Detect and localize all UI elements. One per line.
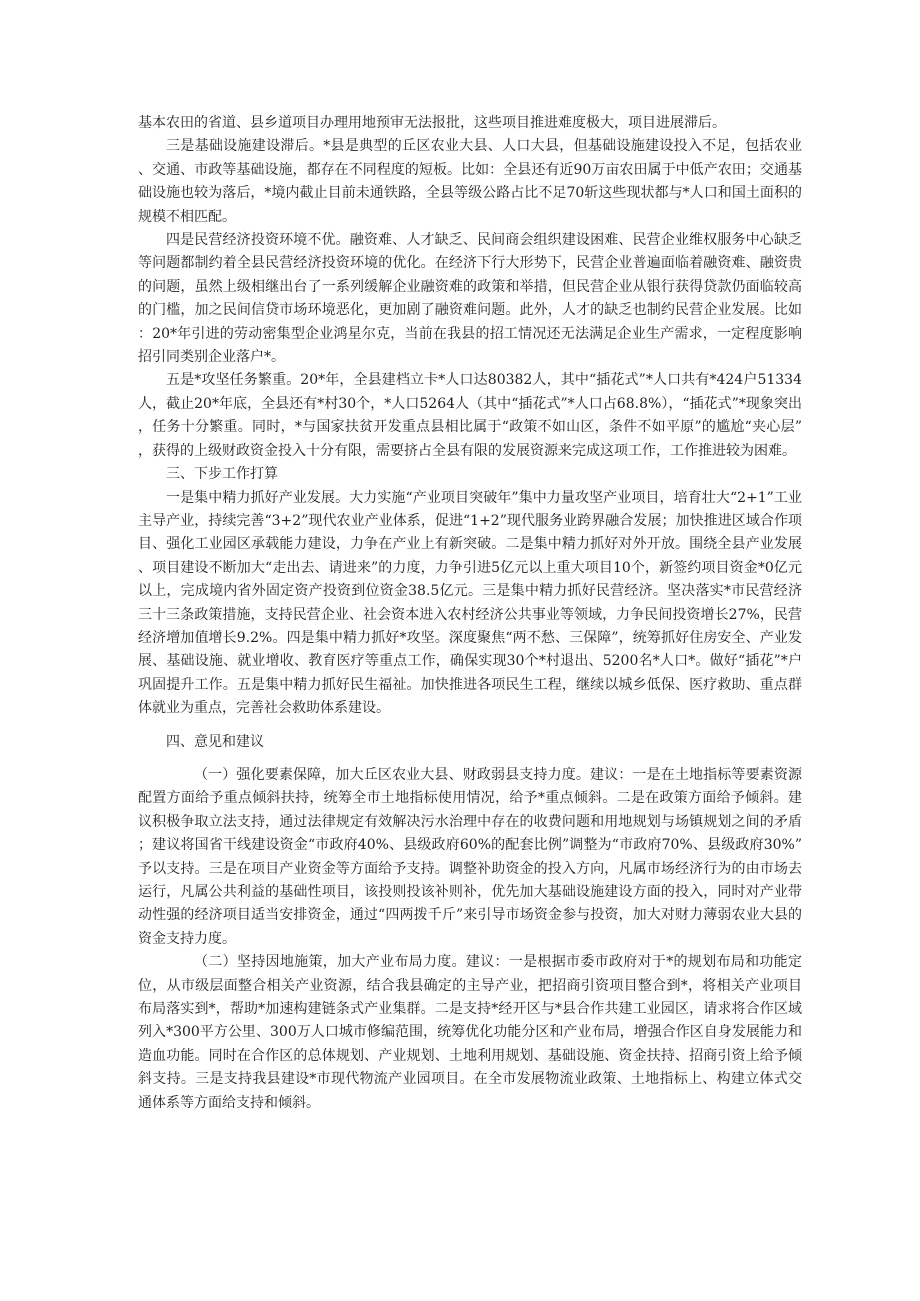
paragraph-suggestion-1: （一）强化要素保障，加大丘区农业大县、财政弱县支持力度。建议：一是在土地指标等要素资源配置方面给予重点倾斜扶持，统筹全市土地指标使用情况，给予*重点倾斜。二是在政策方面给予倾斜。建议积极争取立法支持，通过法律规定有效解决污水治理中存在的收费问题和用地规划与场镇规划之间的矛盾；建议将国省干线建设资金“市政府40%、县级政府60%的配套比例”调整为“市政府70%、县级政府30%”予以支持。三是在项目产业资金等方面给予支持。调整补助资金的投入方向，凡属市场经济行为的由市场去运行，凡属公共利益的基础性项目，该投则投该补则补，优先加大基础设施建设方面的投入，同时对产业带动性强的经济项目适当安排资金，通过“四两拨千斤”来引导市场资金参与投资，加大对财力薄弱农业大县的资金支持力度。 <box>138 766 802 947</box>
paragraph-private-economy: 四是民营经济投资环境不优。融资难、人才缺乏、民间商会组织建设困难、民营企业维权服务中心缺乏等问题都制约着全县民营经济投资环境的优化。在经济下行大形势下，民营企业普遍面临着融资难、融资贵的问题，虽然上级相继出台了一系列缓解企业融资难的政策和举措，但民营企业从银行获得贷款仍面临较高的门槛，加之民间信贷市场环境恶化，更加剧了融资难问题。此外，人才的缺乏也制约民营企业发展。比如：20*年引进的劳动密集型企业鸿星尔克，当前在我县的招工情况还无法满足企业生产需求，一定程度影响招引同类别企业落户*。 <box>138 232 802 366</box>
paragraph-task-burden: 五是*攻坚任务繁重。20*年，全县建档立卡*人口达80382人，其中“插花式”*人口共有*424户51334人，截止20*年底，全县还有*村30个，*人口5264人（其中“插花式”*人口占68.8%），“插花式”*现象突出，任务十分繁重。同时，*与国家扶贫开发重点县相比属于“政策不如山区，条件不如平原”的尴尬“夹心层”，获得的上级财政资金投入十分有限，需要挤占全县有限的发展资源来完成这项工作，工作推进较为困难。 <box>138 372 802 459</box>
paragraph-suggestion-2: （二）坚持因地施策，加大产业布局力度。建议：一是根据市委市政府对于*的规划布局和功能定位，从市级层面整合相关产业资源，结合我县确定的主导产业，把招商引资项目整合到*，将相关产业项目布局落实到*，帮助*加速构建链条式产业集群。二是支持*经开区与*县合作共建工业园区，请求将合作区域列入*300平方公里、300万人口城市修编范围，统筹优化功能分区和产业布局，增强合作区自身发展能力和造血功能。同时在合作区的总体规划、产业规划、土地利用规划、基础设施、资金扶持、招商引资上给予倾斜支持。三是支持我县建设*市现代物流产业园项目。在全市发展物流业政策、土地指标上、构建立体式交通体系等方面给支持和倾斜。 <box>138 954 802 1111</box>
paragraph-infrastructure: 三是基础设施建设滞后。*县是典型的丘区农业大县、人口大县，但基础设施建设投入不足，包括农业、交通、市政等基础设施，都存在不同程度的短板。比如：全县还有近90万亩农田属于中低产农田；交通基础设施也较为落后，*境内截止目前未通铁路，全县等级公路占比不足70斩这些现状都与*人口和国土面积的规模不相匹配。 <box>138 138 802 225</box>
paragraph-work-plan: 一是集中精力抓好产业发展。大力实施“产业项目突破年”集中力量攻坚产业项目，培育壮大“2+1”工业主导产业，持续完善“3+2”现代农业产业体系，促进“1+2”现代服务业跨界融合发展；加快推进区域合作项目、强化工业园区承载能力建设，力争在产业上有新突破。二是集中精力抓好对外开放。围绕全县产业发展、项目建设不断加大“走出去、请进来”的力度，力争引进5亿元以上重大项目10个，新签约项目资金*0亿元以上，完成境内省外固定资产投资到位资金38.5亿元。三是集中精力抓好民营经济。坚决落实*市民营经济三十三条政策措施，支持民营企业、社会资本进入农村经济公共事业等领域，力争民间投资增长27%，民营经济增加值增长9.2%。四是集中精力抓好*攻坚。深度聚焦“两不愁、三保障”，统筹抓好住房安全、产业发展、基础设施、就业增收、教育医疗等重点工作，确保实现30个*村退出、5200名*人口*。做好“插花”*户巩固提升工作。五是集中精力抓好民生福祉。加快推进各项民生工程，继续以城乡低保、医疗救助、重点群体就业为重点，完善社会救助体系建设。 <box>138 489 802 717</box>
heading-suggestions: 四、意见和建议 <box>166 733 264 750</box>
paragraph-continued: 基本农田的省道、县乡道项目办理用地预审无法报批，这些项目推进难度极大，项目进展滞后。 <box>138 115 726 131</box>
heading-next-steps: 三、下步工作打算 <box>166 466 278 483</box>
